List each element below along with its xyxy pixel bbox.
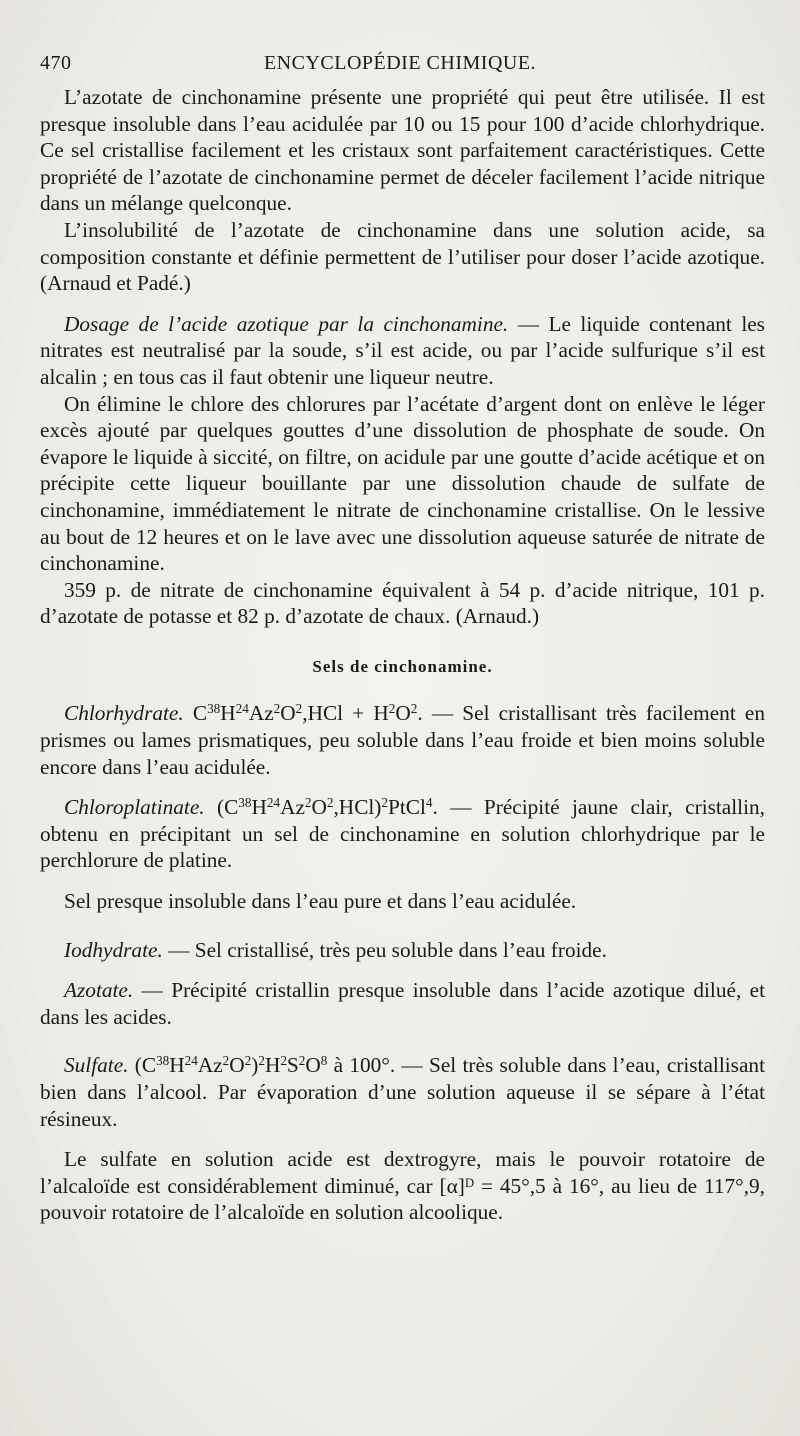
paragraph-text: On élimine le chlore des chlorures par l’acétate d’argent dont on enlève le léger excès ajouté par quelques gouttes d’une dissolution de phosphate de soude. On évapore le liquide à siccité, on filtre, on acidule par une goutte d’acide acétique et on précipite cette liqueur bouillante par une dissolution chaude de sulfate de cinchonamine, immédiatement le nitrate de cinchonamine cristallise. On le lessive au bout de 12 heures et on le lave avec une dissolution aqueuse saturée de nitrate de cinchonamine. [40,391,765,576]
paragraph [40,577,765,630]
salt-name: Iodhydrate. [64,937,163,962]
salt-sulfate [40,1052,765,1132]
paragraph [40,217,765,297]
chemical-formula: $(C^{38}H^{24}Az^2O^2,HCl)^2PtCl^4$. [204,795,438,820]
page-number: 470 [40,52,72,74]
paragraph-text: L’azotate de cinchonamine présente une propriété qui peut être utilisée. Il est presque insoluble dans l’eau acidulée par 10 ou 15 pour 100 d’acide chlorhydrique. Ce sel cristallise facilement et les cristaux sont parfaitement caractéristiques. Cette propriété de l’azotate de cinchonamine permet de déceler facilement l’acide nitrique dans un mélange quelconque. [40,85,765,216]
salt-azotate [40,977,765,1030]
section-heading: Sels de cinchonamine. [312,656,493,676]
salt-iodhydrate [40,937,765,964]
salt-description: — Précipité cristallin presque insoluble dans l’acide azotique dilué, et dans les acides. [40,978,765,1029]
body-text [40,84,765,1226]
page-header [40,52,760,82]
salt-description: — Précipité jaune clair, cristallin, obtenu en précipitant un sel de cinchonamine en solution chlorhydrique par le perchlorure de platine. [40,795,765,873]
paragraph-text: L’insolubilité de l’azotate de cinchonamine dans une solution acide, sa composition constante et définie permettent de l’utiliser pour doser l’acide azotique. (Arnaud et Padé.) [40,217,765,296]
paragraph-lead: Dosage de l’acide azotique par la cinchonamine. [64,311,509,336]
salt-name: Chloroplatinate. [64,795,205,820]
salt-chlorhydrate [40,700,765,780]
running-head: ENCYCLOPÉDIE CHIMIQUE. [263,52,537,74]
salt-name: Chlorhydrate. [64,701,184,726]
chemical-formula: $C^{38}H^{24}Az^2O^2,HCl + H^2O^2$. [183,701,423,726]
salt-description: — Sel cristallisé, très peu soluble dans l’eau froide. [162,937,607,962]
salt-description: — Sel cristallisant très facilement en prismes ou lames prismatiques, peu soluble dans l’eau froide et bien moins soluble encore dans l’eau acidulée. [40,701,765,779]
paragraph-dosage [40,311,765,391]
paragraph: Le sulfate en solution acide est dextrogyre, mais le pouvoir rotatoire de l’alcaloïde est considérablement diminué, car [α]ᴰ = 45°,5 à 16°, au lieu de 117°,9, pouvoir rotatoire de l’alcaloïde en solution alcoolique. [40,1147,765,1225]
paragraph [40,84,765,217]
paragraph: Sel presque insoluble dans l’eau pure et dans l’eau acidulée. [64,889,577,914]
salt-description: — Sel très soluble dans l’eau, cristallisant bien dans l’alcool. Par évaporation d’une solution aqueuse il se sépare à l’état résineux. [40,1053,765,1131]
paragraph-text: — Le liquide contenant les nitrates est neutralisé par la soude, s’il est acide, ou par l’acide sulfurique s’il est alcalin ; en tous cas il faut obtenir une liqueur neutre. [40,311,765,389]
salt-chloroplatinate [40,794,765,874]
salt-name: Sulfate. [64,1053,129,1078]
paragraph-text: 359 p. de nitrate de cinchonamine équivalent à 54 p. d’acide nitrique, 101 p. d’azotate de potasse et 82 p. d’azotate de chaux. (Arnaud.) [40,577,765,629]
paragraph [40,391,765,577]
chemical-formula: $(C^{38}H^{24}Az^2O^2)^2H^2S^2O^8$ à 100°. [128,1053,396,1078]
salt-name: Azotate. [64,978,134,1003]
